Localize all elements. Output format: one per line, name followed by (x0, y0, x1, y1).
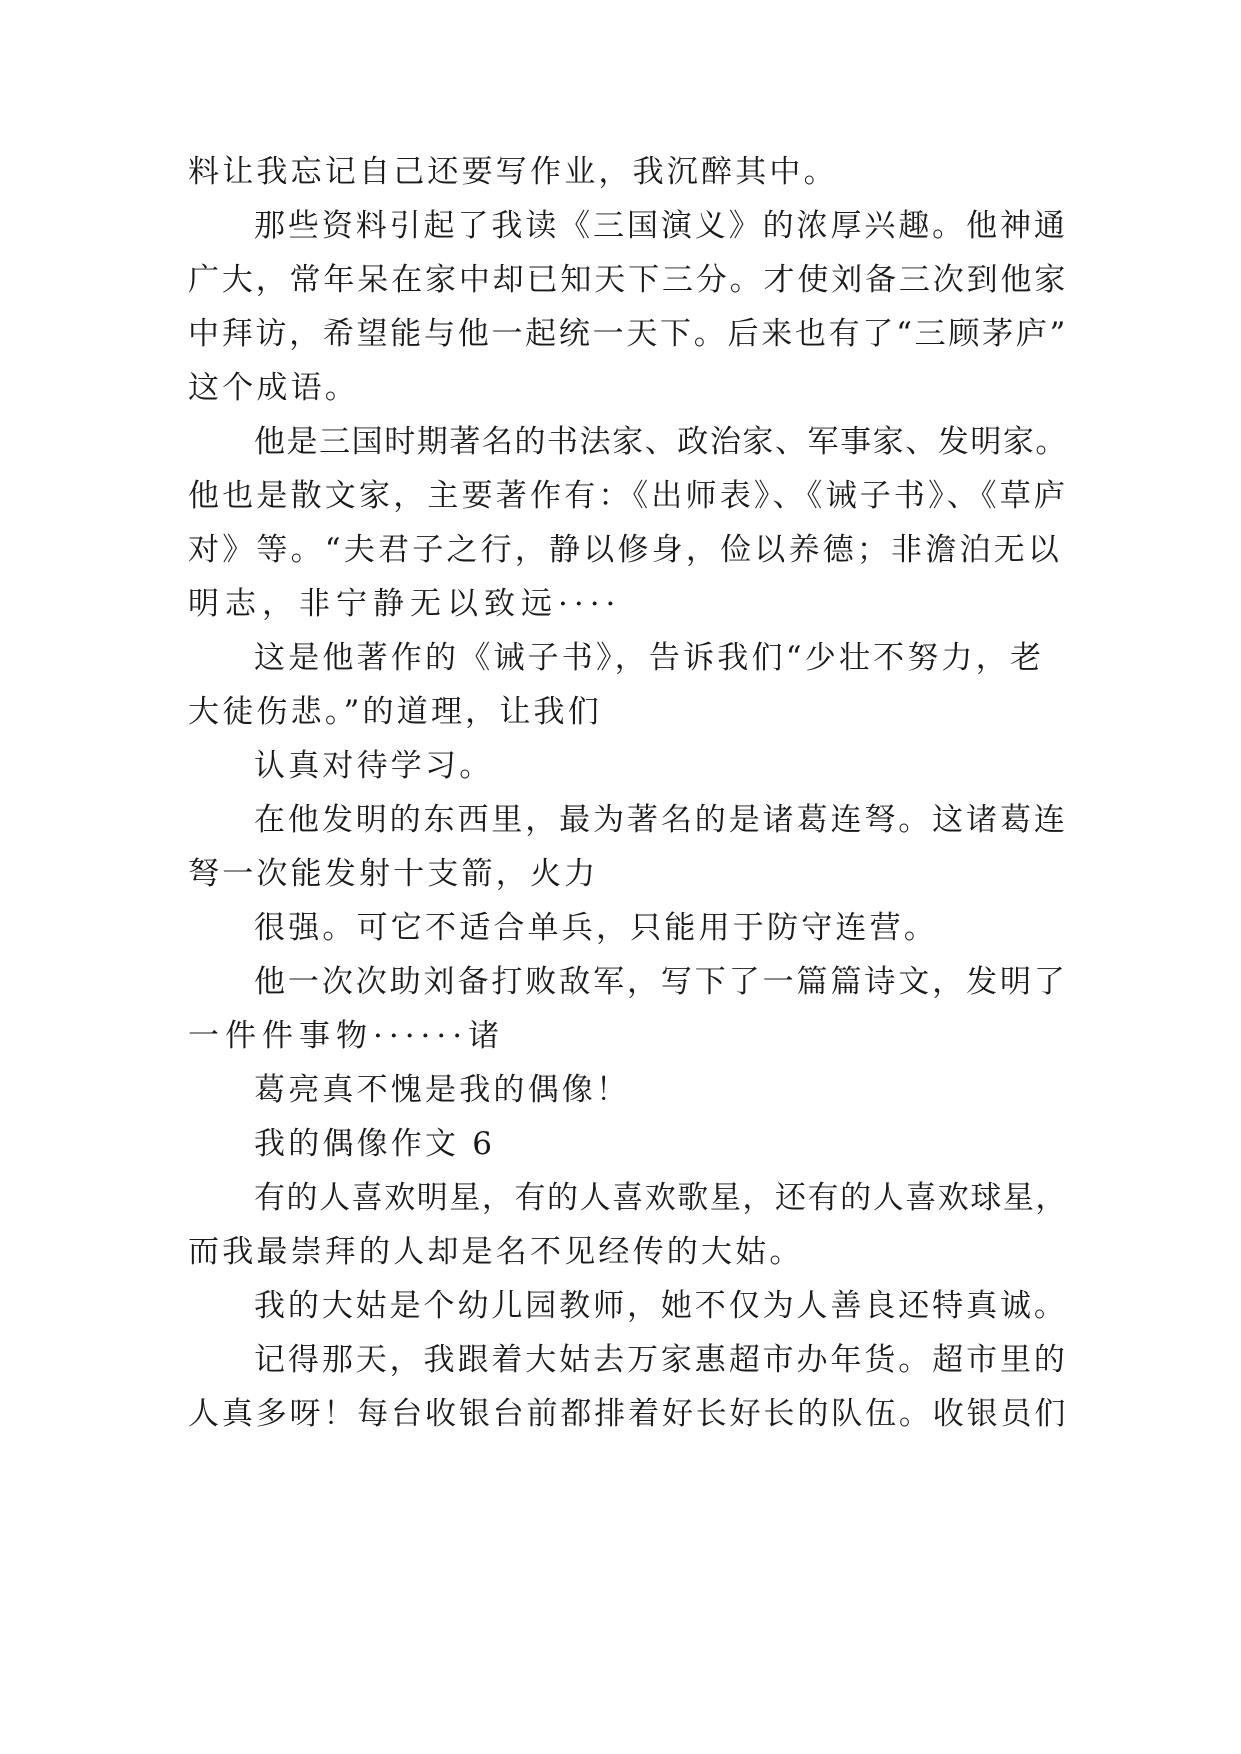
text-line: 很强。可它不适合单兵，只能用于防守连营。 (254, 910, 938, 946)
text-line: 他一次次助刘备打败敌军，写下了一篇篇诗文，发明了 (254, 964, 1068, 1000)
section-heading: 我的偶像作文 6 (254, 1126, 496, 1162)
text-line: 他是三国时期著名的书法家、政治家、军事家、发明家。 (254, 424, 1068, 460)
text-line: 一件件事物······诸 (188, 1018, 506, 1054)
text-line: 有的人喜欢明星，有的人喜欢歌星，还有的人喜欢球星， (254, 1180, 1068, 1216)
text-line: 大徒伤悲。”的道理，让我们 (188, 694, 602, 730)
text-line: 对》等。“夫君子之行，静以修身，俭以养德；非澹泊无以 (188, 532, 1063, 568)
text-line: 记得那天，我跟着大姑去万家惠超市办年货。超市里的 (254, 1342, 1068, 1378)
text-line: 这是他著作的《诫子书》，告诉我们“少壮不努力，老 (254, 640, 1045, 676)
text-line: 而我最崇拜的人却是名不见经传的大姑。 (188, 1234, 804, 1270)
text-line: 人真多呀！每台收银台前都排着好长好长的队伍。收银员们 (188, 1396, 1069, 1432)
text-line: 料让我忘记自己还要写作业，我沉醉其中。 (188, 154, 838, 190)
text-line: 这个成语。 (188, 370, 359, 406)
text-line: 广大，常年呆在家中却已知天下三分。才使刘备三次到他家 (188, 262, 1069, 298)
text-line: 明志，非宁静无以致远···· (188, 586, 622, 622)
text-line: 认真对待学习。 (254, 748, 494, 784)
text-line: 我的大姑是个幼儿园教师，她不仅为人善良还特真诚。 (254, 1288, 1068, 1324)
text-line: 在他发明的东西里，最为著名的是诸葛连弩。这诸葛连 (254, 802, 1068, 838)
text-line: 葛亮真不愧是我的偶像！ (254, 1072, 631, 1108)
text-line: 中拜访，希望能与他一起统一天下。后来也有了“三顾茅庐” (188, 316, 1069, 352)
text-line: 他也是散文家，主要著作有：《出师表》、《诫子书》、《草庐 (188, 478, 1069, 514)
text-line: 弩一次能发射十支箭，火力 (188, 856, 599, 892)
text-line: 那些资料引起了我读《三国演义》的浓厚兴趣。他神通 (254, 208, 1068, 244)
